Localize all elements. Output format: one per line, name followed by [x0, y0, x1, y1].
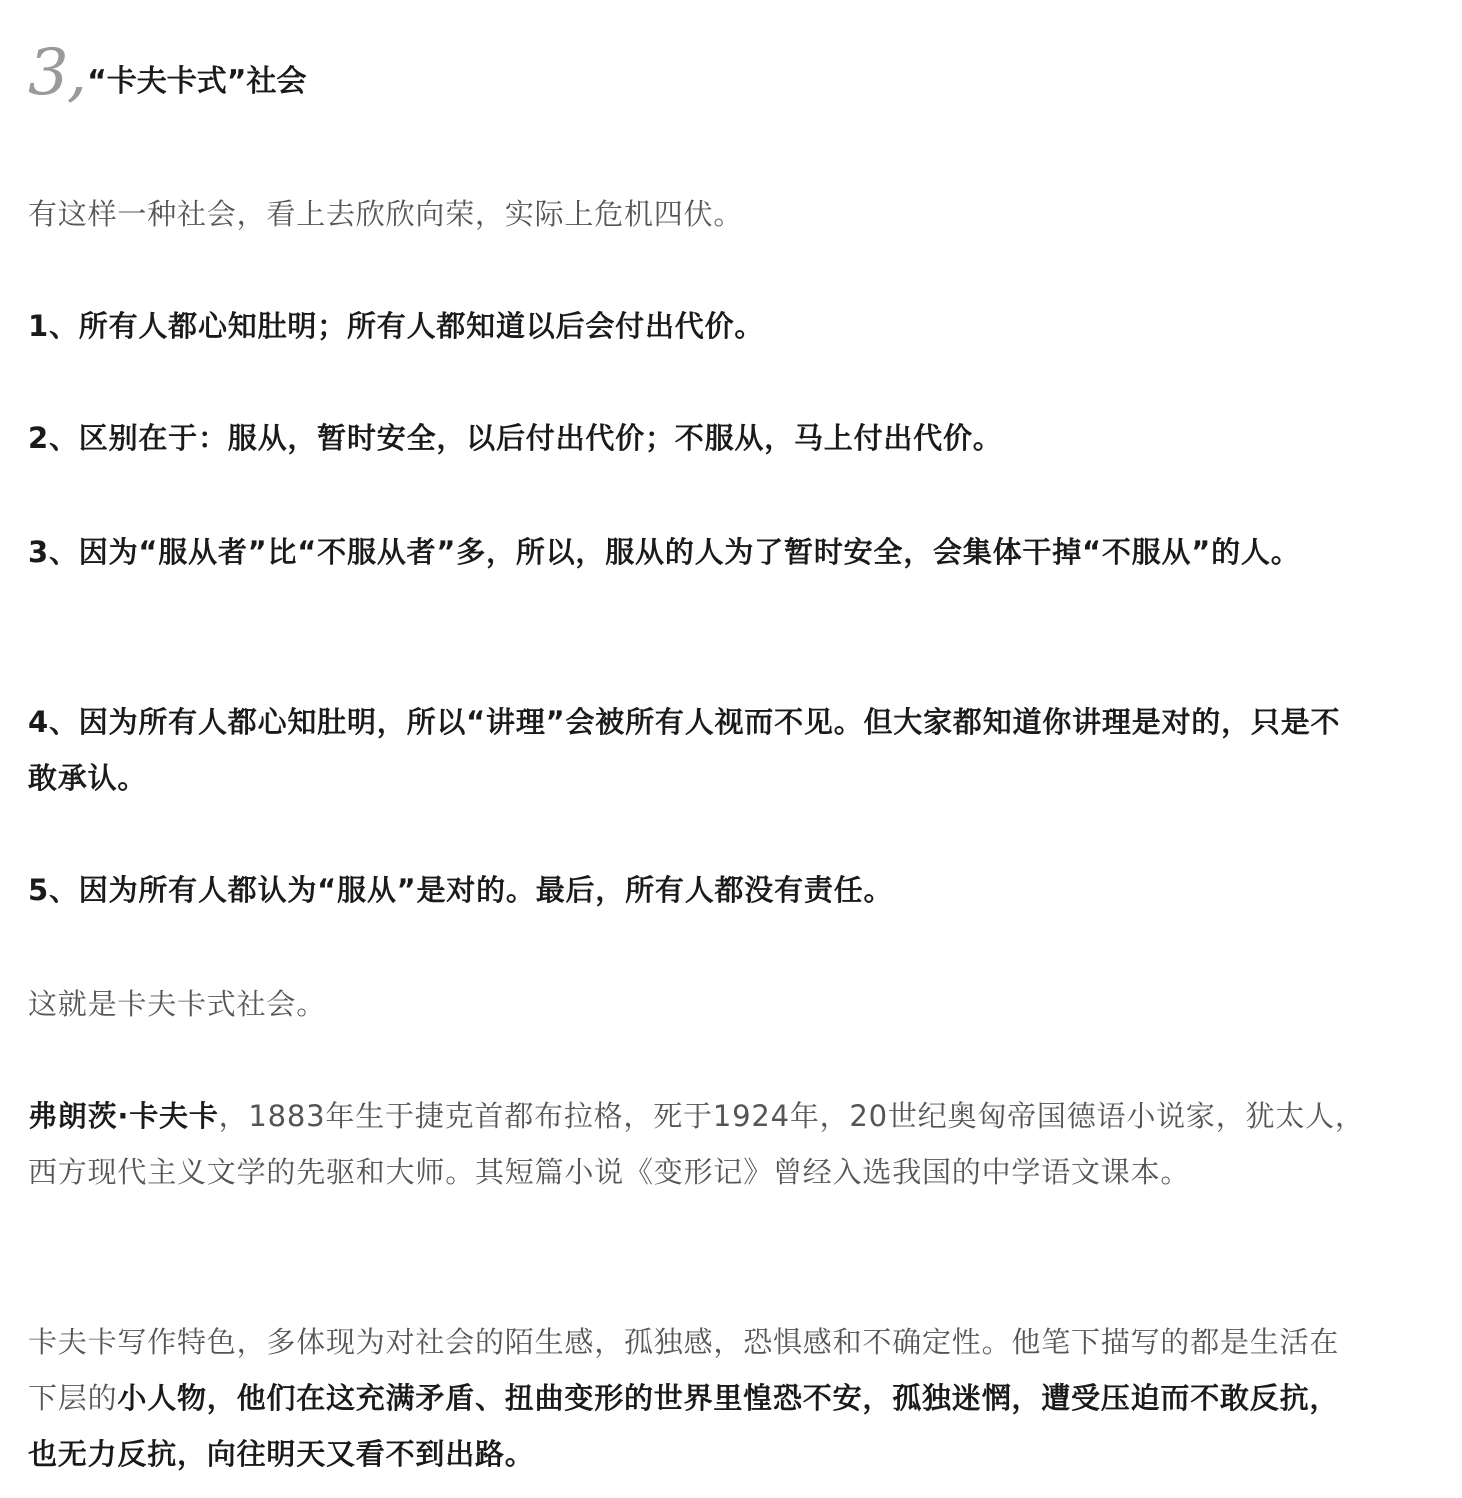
point-1: 1、所有人都心知肚明；所有人都知道以后会付出代价。 — [28, 309, 765, 343]
writing-style-emphasis: 小人物，他们在这充满矛盾、扭曲变形的世界里惶恐不安，孤独迷惘，遭受压迫而不敢反抗，也无力反抗，向往明天又看不到出路。 — [28, 1381, 1340, 1471]
writing-style-paragraph — [28, 1314, 1368, 1482]
section-heading — [28, 28, 307, 108]
kafka-bio-paragraph — [28, 1088, 1368, 1200]
kafka-bio-text: ，1883年生于捷克首都布拉格，死于1924年，20世纪奥匈帝国德语小说家，犹太人，西方现代主义文学的先驱和大师。其短篇小说《变形记》曾经入选我国的中学语文课本。 — [28, 1099, 1365, 1189]
point-5: 5、因为所有人都认为“服从”是对的。最后，所有人都没有责任。 — [28, 873, 894, 907]
intro-paragraph: 有这样一种社会，看上去欣欣向荣，实际上危机四伏。 — [28, 197, 744, 231]
conclusion-paragraph: 这就是卡夫卡式社会。 — [28, 987, 327, 1021]
section-number: 3, — [28, 36, 86, 110]
point-4: 4、因为所有人都心知肚明，所以“讲理”会被所有人视而不见。但大家都知道你讲理是对的，只是不敢承认。 — [28, 705, 1341, 795]
section-title: “卡夫卡式”社会 — [87, 64, 307, 99]
point-2: 2、区别在于：服从，暂时安全，以后付出代价；不服从，马上付出代价。 — [28, 421, 1003, 455]
point-3: 3、因为“服从者”比“不服从者”多，所以，服从的人为了暂时安全，会集体干掉“不服从”的人。 — [28, 535, 1301, 569]
kafka-name: 弗朗茨·卡夫卡 — [28, 1099, 219, 1133]
writing-style-lead: 卡夫卡写作特色，多体现为对社会的陌生感，孤独感，恐惧感和不确定性。他笔下描写的都是生活在下层的 — [28, 1325, 1340, 1415]
